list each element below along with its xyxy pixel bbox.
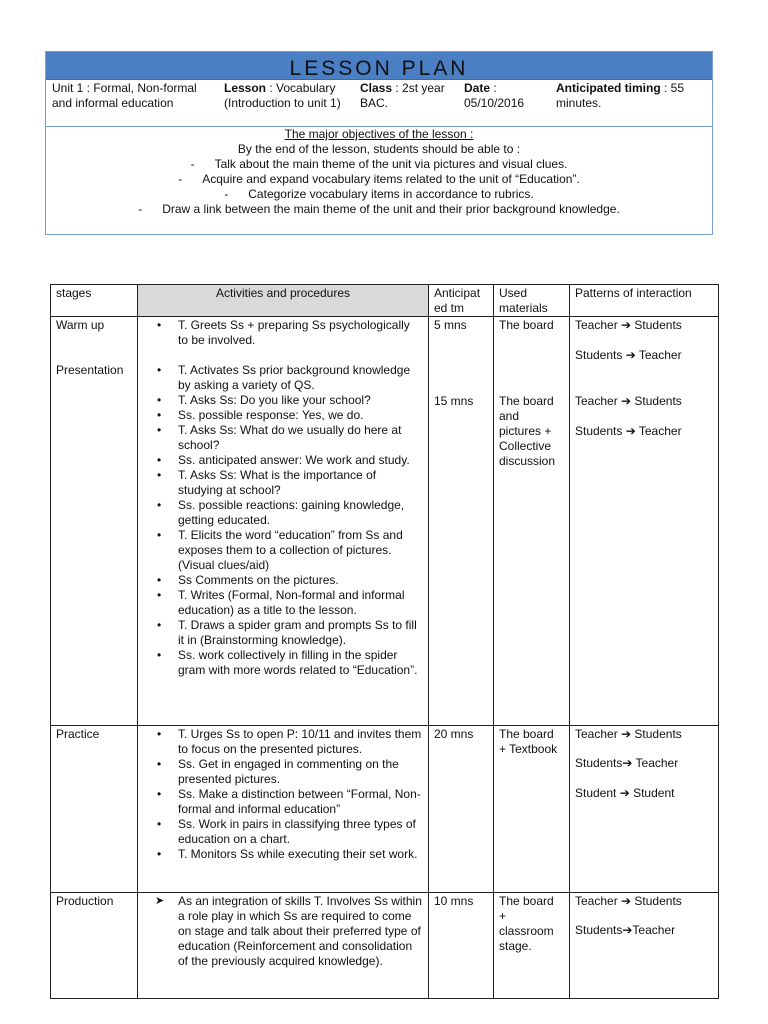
objectives-section bbox=[46, 127, 712, 217]
activities-cell bbox=[138, 893, 429, 999]
header-patterns: Patterns of interaction bbox=[570, 285, 719, 317]
objective-item: - Categorize vocabulary items in accordance to rubrics. bbox=[224, 187, 534, 201]
date-cell bbox=[458, 80, 550, 126]
list-item: • T. Asks Ss: What do we usually do here at school? bbox=[178, 423, 423, 453]
time-presentation: 15 mns bbox=[434, 394, 474, 408]
class-label: Class bbox=[360, 81, 393, 95]
stage-cell bbox=[51, 317, 138, 726]
interaction-pattern: Students ➔ Teacher bbox=[575, 424, 682, 438]
class-value: : 2st year BAC. bbox=[360, 81, 445, 110]
list-item: • T. Draws a spider gram and prompts Ss to fill it in (Brainstorming knowledge). bbox=[178, 618, 423, 648]
timing-value: : 55 minutes. bbox=[556, 81, 685, 110]
stage-presentation: Presentation bbox=[56, 363, 124, 377]
materials-warmup: The board bbox=[499, 318, 554, 332]
interaction-pattern: Student ➔ Student bbox=[575, 786, 675, 800]
list-item: • T. Writes (Formal, Non-formal and informal education) as a title to the lesson. bbox=[178, 588, 423, 618]
patterns-cell bbox=[570, 317, 719, 726]
materials-presentation: The board and pictures + Collective discussion bbox=[499, 394, 556, 468]
stage-practice: Practice bbox=[51, 726, 138, 893]
list-item: • Ss. Work in pairs in classifying three types of education on a chart. bbox=[178, 817, 423, 847]
header-time: Anticipat ed tm bbox=[429, 285, 494, 317]
interaction-pattern: Teacher ➔ Students bbox=[575, 318, 682, 332]
list-item: • T. Activates Ss prior background knowledge by asking a variety of QS. bbox=[178, 363, 423, 393]
table-header-row bbox=[51, 285, 719, 317]
objective-text: Categorize vocabulary items in accordance to rubrics. bbox=[248, 187, 534, 201]
timing-cell bbox=[550, 80, 710, 126]
objective-text: Talk about the main theme of the unit via pictures and visual clues. bbox=[214, 157, 568, 171]
list-item: • Ss. work collectively in filling in the spider gram with more words related to “Education”. bbox=[178, 648, 423, 678]
lesson-value: : Vocabulary (Introduction to unit 1) bbox=[224, 81, 341, 110]
interaction-pattern: Teacher ➔ Students bbox=[575, 394, 682, 408]
objectives-heading: The major objectives of the lesson : bbox=[284, 127, 474, 141]
patterns-cell bbox=[570, 726, 719, 893]
interaction-pattern: Students➔ Teacher bbox=[575, 756, 679, 770]
materials-practice: The board + Textbook bbox=[494, 726, 570, 893]
date-value: : 05/10/2016 bbox=[464, 81, 525, 110]
list-item: • T. Elicits the word “education” from Ss and exposes them to a collection of pictures. (Visual clues/aid) bbox=[178, 528, 423, 573]
list-item: • T. Asks Ss: What is the importance of studying at school? bbox=[178, 468, 423, 498]
timing-label: Anticipated timing bbox=[556, 81, 661, 95]
patterns-cell bbox=[570, 893, 719, 999]
list-item: • Ss. Get in engaged in commenting on the presented pictures. bbox=[178, 757, 423, 787]
time-cell bbox=[429, 317, 494, 726]
materials-cell bbox=[494, 317, 570, 726]
lesson-cell bbox=[218, 80, 354, 126]
title-bar bbox=[46, 52, 712, 80]
unit-cell: Unit 1 : Formal, Non-formal and informal education bbox=[52, 81, 197, 110]
list-item: • Ss Comments on the pictures. bbox=[178, 573, 423, 588]
page-title: LESSON PLAN bbox=[289, 56, 469, 80]
lesson-procedure-table bbox=[50, 284, 719, 999]
header-materials: Used materials bbox=[494, 285, 570, 317]
list-item: • T. Greets Ss + preparing Ss psychologically to be involved. bbox=[178, 318, 423, 348]
objective-text: Draw a link between the main theme of the unit and their prior background knowledge. bbox=[162, 202, 620, 216]
list-item: • Ss. possible response: Yes, we do. bbox=[178, 408, 423, 423]
time-warmup: 5 mns bbox=[434, 318, 467, 332]
list-item: • T. Asks Ss: Do you like your school? bbox=[178, 393, 423, 408]
list-item: • Ss. anticipated answer: We work and study. bbox=[178, 453, 423, 468]
table-row bbox=[51, 317, 719, 726]
date-label: Date bbox=[464, 81, 491, 95]
list-item: • Ss. Make a distinction between “Formal, Non-formal and informal education” bbox=[178, 787, 423, 817]
objective-item: - Acquire and expand vocabulary items related to the unit of “Education”. bbox=[178, 172, 580, 186]
interaction-pattern: Teacher ➔ Students bbox=[575, 894, 682, 908]
lesson-header bbox=[45, 51, 713, 235]
list-item: ➤ As an integration of skills T. Involves Ss within a role play in which Ss are required to come on stage and talk about their preferred type of education (Reinforcement and consolidation of the previously acquired knowledge). bbox=[178, 894, 423, 969]
objective-text: Acquire and expand vocabulary items related to the unit of “Education”. bbox=[202, 172, 580, 186]
lesson-info-row bbox=[46, 80, 712, 127]
time-practice: 20 mns bbox=[429, 726, 494, 893]
table-row bbox=[51, 726, 719, 893]
stage-production: Production bbox=[51, 893, 138, 999]
stage-warmup: Warm up bbox=[56, 318, 105, 332]
class-cell bbox=[354, 80, 458, 126]
objective-item: - Draw a link between the main theme of the unit and their prior background knowledge. bbox=[138, 202, 620, 216]
list-item: • T. Monitors Ss while executing their set work. bbox=[178, 847, 423, 862]
list-item: • T. Urges Ss to open P: 10/11 and invites them to focus on the presented pictures. bbox=[178, 727, 423, 757]
lesson-label: Lesson bbox=[224, 81, 267, 95]
objective-item: - Talk about the main theme of the unit via pictures and visual clues. bbox=[190, 157, 568, 171]
activities-cell bbox=[138, 726, 429, 893]
table-row bbox=[51, 893, 719, 999]
interaction-pattern: Students ➔ Teacher bbox=[575, 348, 682, 362]
materials-production: The board + classroom stage. bbox=[494, 893, 570, 999]
header-activities: Activities and procedures bbox=[138, 285, 429, 317]
objectives-intro: By the end of the lesson, students should be able to : bbox=[237, 142, 521, 156]
activities-cell bbox=[138, 317, 429, 726]
header-stages: stages bbox=[51, 285, 138, 317]
interaction-pattern: Teacher ➔ Students bbox=[575, 727, 682, 741]
list-item: • Ss. possible reactions: gaining knowledge, getting educated. bbox=[178, 498, 423, 528]
time-production: 10 mns bbox=[429, 893, 494, 999]
interaction-pattern: Students➔Teacher bbox=[575, 923, 676, 937]
